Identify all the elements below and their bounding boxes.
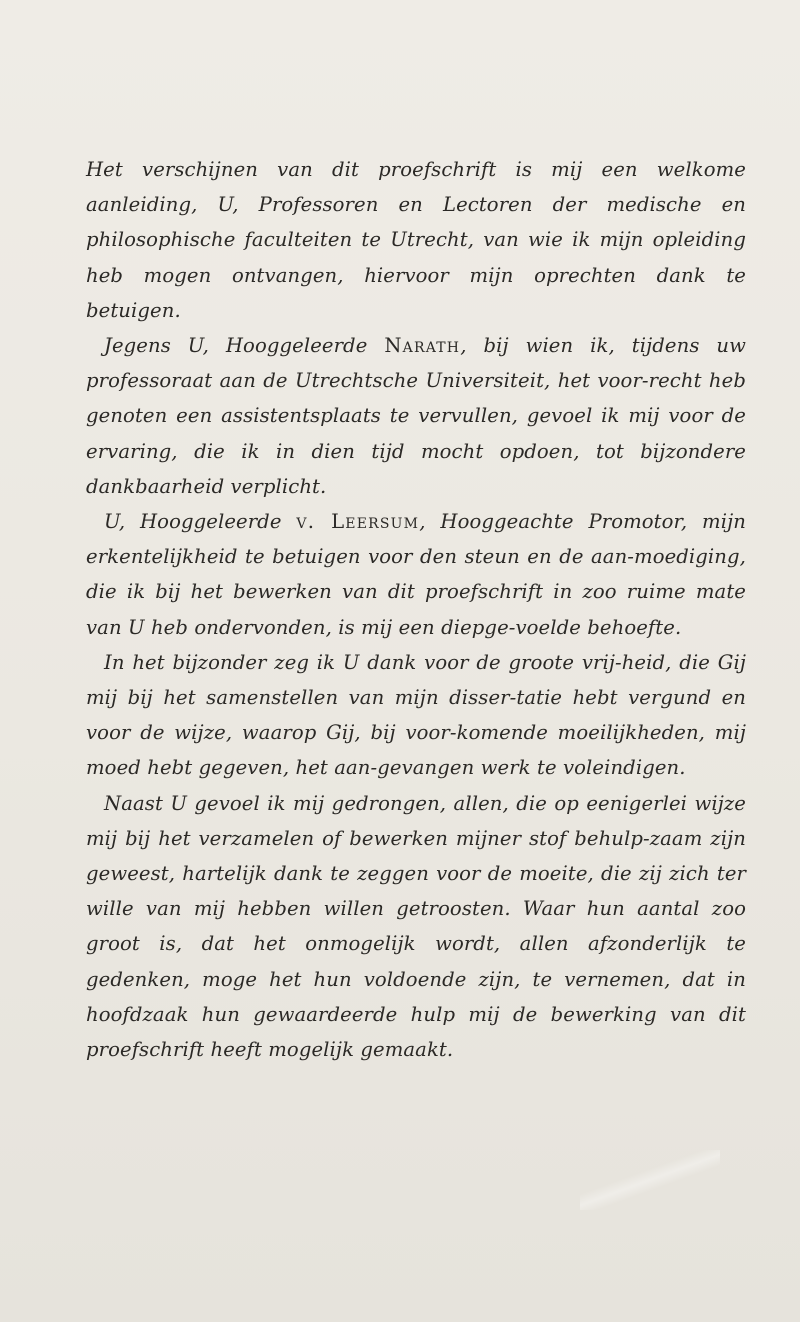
paragraph-5-text: Naast U gevoel ik mij gedrongen, allen, die op eenigerlei wijze mij bij het verzamelen of bewerken mijner stof behulp-zaam zijn geweest, hartelijk dank te zeggen voor de moeite, die zij zich ter wille van mij hebben willen getroosten. Waar hun aantal zoo groot is, dat het onmogelijk wordt, allen afzonderlijk te gedenken, moge het hun voldoende zijn, te vernemen, dat in hoofdzaak hun gewaardeerde hulp mij de bewerking van dit proefschrift heeft mogelijk gemaakt. bbox=[86, 791, 746, 1062]
paper-crease bbox=[580, 1150, 720, 1210]
acknowledgement-text bbox=[86, 152, 746, 1067]
paragraph-4-text: In het bijzonder zeg ik U dank voor de groote vrij-heid, die Gij mij bij het samenstellen van mijn disser-tatie hebt vergund en voor de wijze, waarop Gij, bij voor-komende moeilijkheden, mij moed hebt gegeven, het aan-gevangen werk te voleindigen. bbox=[86, 650, 746, 780]
paragraph-5 bbox=[86, 786, 746, 1068]
paragraph-2 bbox=[86, 328, 746, 504]
paragraph-3-text-a: U, Hooggeleerde bbox=[104, 510, 297, 534]
paragraph-2-text-b: , bij wien ik, tijdens uw professoraat aan de Utrechtsche Universiteit, het voor-recht heb genoten een assistentsplaats te vervullen, gevoel ik mij voor de ervaring, die ik in dien tijd mocht opdoen, tot bijzondere dankbaarheid verplicht. bbox=[86, 334, 746, 498]
name-leersum: v. Leersum bbox=[296, 510, 420, 534]
paragraph-3-text-b: , Hooggeachte Promotor, mijn erkentelijkheid te betuigen voor den steun en de aan-moediging, die ik bij het bewerken van dit proefschrift in zoo ruime mate van U heb ondervonden, is mij een diepge-voelde behoefte. bbox=[86, 510, 746, 639]
paragraph-1 bbox=[86, 152, 746, 328]
paragraph-1-text: Het verschijnen van dit proefschrift is mij een welkome aanleiding, U, Professoren en Lectoren der medische en philosophische faculteiten te Utrecht, van wie ik mijn opleiding heb mogen ontvangen, hiervoor mijn oprechten dank te betuigen. bbox=[86, 158, 746, 322]
paragraph-2-text-a: Jegens U, Hooggeleerde bbox=[104, 334, 385, 358]
paragraph-3 bbox=[86, 504, 746, 645]
name-narath: Narath bbox=[384, 334, 461, 358]
paragraph-4 bbox=[86, 645, 746, 786]
